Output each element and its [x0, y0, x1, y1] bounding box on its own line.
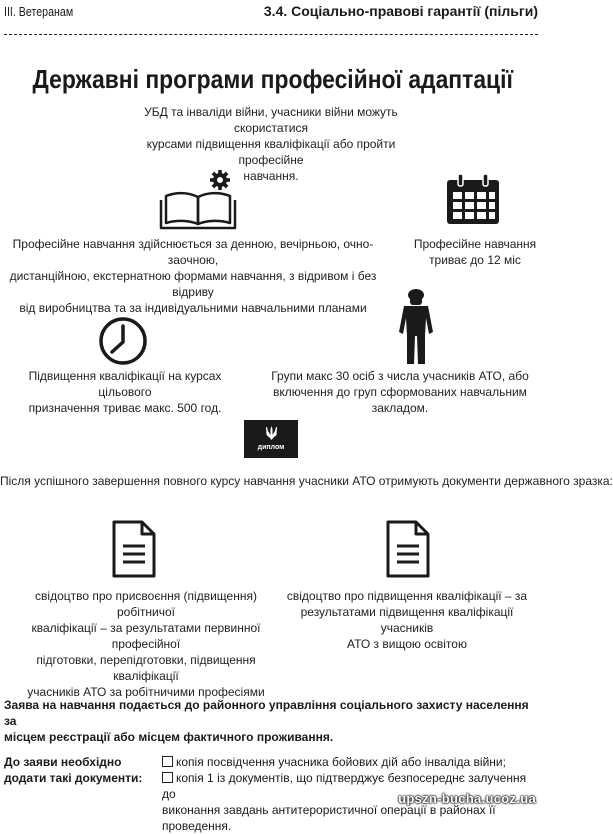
- checkbox-icon: [162, 772, 173, 783]
- trident-icon: [266, 426, 277, 440]
- page-title: Державні програми професійної адаптації: [32, 64, 513, 94]
- cert-qualification-text: [282, 588, 532, 652]
- section-label: III. Ветеранам: [4, 4, 74, 19]
- text-line: призначення триває макс. 500 год.: [28, 401, 222, 415]
- chapter-title: 3.4. Соціально-правові гарантії (пільги): [263, 3, 538, 19]
- list-item-continuation: виконання завдань антитерористичної операції в районах її проведення.: [162, 803, 496, 833]
- list-item-text: копія посвідчення учасника бойових дій або інваліда війни;: [176, 755, 506, 769]
- text-line: триває до 12 міс: [429, 253, 521, 267]
- text-line: свідоцтво про підвищення кваліфікації – за: [286, 589, 528, 603]
- intro-line: навчання.: [243, 169, 299, 183]
- text-line: Заява на навчання подається до районного управління соціального захисту населення за: [4, 698, 529, 728]
- text-line: додати такі документи:: [4, 771, 143, 785]
- text-line: До заяви необхідно: [4, 755, 122, 769]
- clock-icon: [98, 316, 148, 366]
- text-line: учасників АТО за робітничими професіями: [27, 685, 265, 699]
- text-line: кваліфікації – за результатами первинної професійної: [31, 621, 261, 651]
- text-line: Професійне навчання: [413, 237, 537, 251]
- intro-line: УБД та інваліди війни, учасники війни можуть скористатися: [144, 105, 398, 135]
- text-line: місцем реєстрації або місцем фактичного проживання.: [4, 730, 334, 744]
- dashed-divider: [4, 34, 538, 35]
- list-item-text: копія 1 із документів, що підтверджує безпосереднє залучення до: [162, 771, 527, 801]
- training-forms-text: [2, 236, 384, 316]
- completion-text: Після успішного завершення повного курсу навчання учасники АТО отримують документи державного зразка:: [0, 474, 613, 488]
- text-line: результатами підвищення кваліфікації учасників: [300, 605, 514, 635]
- cert-worker-text: [20, 588, 272, 700]
- text-line: підготовки, перепідготовки, підвищення кваліфікації: [36, 653, 256, 683]
- text-line: АТО з вищою освітою: [347, 637, 467, 651]
- groups-text: [258, 368, 542, 416]
- documents-label: [4, 754, 142, 786]
- text-line: від виробництва та за індивідуальними навчальними планами: [19, 301, 367, 315]
- text-line: Підвищення кваліфікації на курсах цільового: [28, 369, 222, 399]
- book-gear-icon: [158, 170, 240, 230]
- document-icon: [386, 520, 430, 578]
- text-line: свідоцтво про присвоєння (підвищення) робітничої: [35, 589, 257, 619]
- text-line: дистанційною, екстернатною формами навчання, з відривом і без відриву: [9, 269, 377, 299]
- text-line: Професійне навчання здійснюється за денною, вечірньою, очно-заочною,: [12, 237, 374, 267]
- text-line: включення до груп сформованих навчальним закладом.: [273, 385, 527, 415]
- soldier-icon: [396, 288, 436, 366]
- text-line: Групи макс 30 осіб з числа учасників АТО, або: [271, 369, 529, 383]
- intro-line: курсами підвищення кваліфікації або пройти професійне: [146, 137, 396, 167]
- calendar-icon: [445, 174, 501, 226]
- list-item: [162, 754, 540, 770]
- diploma-icon: [244, 420, 298, 458]
- application-text: [4, 697, 540, 745]
- diploma-label: диплом: [257, 444, 285, 451]
- watermark: upszn-bucha.ucoz.ua: [398, 791, 536, 806]
- document-icon: [112, 520, 156, 578]
- advanced-training-text: [2, 368, 248, 416]
- checkbox-icon: [162, 756, 173, 767]
- training-duration-text: [410, 236, 540, 268]
